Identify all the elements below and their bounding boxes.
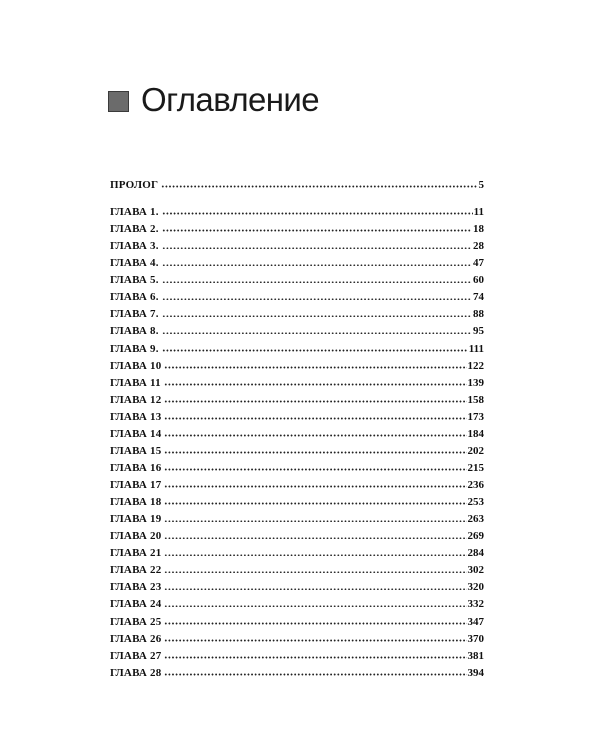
- dot-leader: [162, 297, 472, 300]
- toc-entry-chapter: [110, 545, 484, 562]
- toc-entry-chapter: [110, 221, 484, 238]
- toc-entry-label: ГЛАВА 4.: [110, 257, 159, 270]
- toc-entry-label: ГЛАВА 23: [110, 581, 162, 594]
- dot-leader: [164, 485, 466, 488]
- dot-leader: [162, 229, 472, 232]
- toc-entry-chapter: [110, 289, 484, 306]
- dot-leader: [164, 587, 466, 590]
- toc-entry-chapter: [110, 341, 484, 358]
- dot-leader: [162, 212, 473, 215]
- toc-entry-label: ПРОЛОГ: [110, 179, 159, 191]
- dot-leader: [164, 570, 466, 573]
- toc-entry-label: ГЛАВА 8.: [110, 325, 159, 338]
- toc-entry-chapter: [110, 358, 484, 375]
- dot-leader: [162, 280, 472, 283]
- toc-entry-label: ГЛАВА 7.: [110, 308, 159, 321]
- dot-leader: [162, 349, 468, 352]
- toc-entry-page: 173: [467, 410, 484, 423]
- dot-leader: [164, 434, 466, 437]
- toc-entry-chapter: [110, 238, 484, 255]
- toc-entry-chapter: [110, 665, 484, 682]
- toc-entry-label: ГЛАВА 16: [110, 461, 162, 474]
- dot-leader: [164, 451, 466, 454]
- toc-entry-label: ГЛАВА 27: [110, 649, 162, 662]
- toc-entry-label: ГЛАВА 19: [110, 513, 162, 526]
- toc-entry-chapter: [110, 648, 484, 665]
- dot-leader: [164, 383, 467, 386]
- toc-entry-page: 320: [467, 581, 484, 594]
- toc-entry-label: ГЛАВА 6.: [110, 291, 159, 304]
- dot-leader: [164, 417, 466, 420]
- toc-entry-label: ГЛАВА 12: [110, 393, 162, 406]
- toc-entry-chapter: [110, 375, 484, 392]
- dot-leader: [164, 519, 466, 522]
- toc-entry-chapter: [110, 409, 484, 426]
- toc-entry-chapter: [110, 528, 484, 545]
- toc-entry-chapter: [110, 614, 484, 631]
- toc-entry-label: ГЛАВА 3.: [110, 240, 159, 253]
- toc-entry-page: 88: [473, 308, 484, 321]
- page-title: Оглавление: [141, 81, 319, 118]
- toc-entry-label: ГЛАВА 21: [110, 547, 162, 560]
- toc-entry-label: ГЛАВА 13: [110, 410, 162, 423]
- toc-entry-label: ГЛАВА 25: [110, 615, 162, 628]
- dot-leader: [164, 673, 466, 676]
- toc-entry-label: ГЛАВА 9.: [110, 342, 159, 355]
- toc-entry-label: ГЛАВА 22: [110, 564, 162, 577]
- toc-entry-page: 5: [478, 179, 484, 191]
- dot-leader: [164, 604, 466, 607]
- toc-entry-prologue: [110, 177, 484, 194]
- toc-entry-label: ГЛАВА 14: [110, 427, 162, 440]
- page-title-block: [108, 80, 319, 120]
- dot-leader: [164, 656, 466, 659]
- toc-entry-page: 370: [467, 632, 484, 645]
- toc-entry-page: 18: [473, 223, 484, 236]
- toc-entry-page: 111: [468, 342, 484, 355]
- toc-entry-page: 347: [467, 615, 484, 628]
- toc-entry-chapter: [110, 204, 484, 221]
- toc-entry-page: 158: [467, 393, 484, 406]
- toc-entry-chapter: [110, 306, 484, 323]
- toc-entry-page: 47: [473, 257, 484, 270]
- dot-leader: [162, 331, 472, 334]
- toc-entry-page: 28: [473, 240, 484, 253]
- toc-entry-chapter: [110, 272, 484, 289]
- toc-entry-chapter: [110, 460, 484, 477]
- toc-entry-chapter: [110, 477, 484, 494]
- toc-entry-page: 95: [473, 325, 484, 338]
- toc-entry-label: ГЛАВА 5.: [110, 274, 159, 287]
- toc-entry-page: 381: [467, 649, 484, 662]
- toc-entry-page: 122: [467, 359, 484, 372]
- dot-leader: [162, 263, 472, 266]
- dot-leader: [164, 400, 466, 403]
- toc-entry-chapter: [110, 494, 484, 511]
- toc-entry-chapter: [110, 443, 484, 460]
- toc-entry-page: 184: [467, 427, 484, 440]
- toc-entry-page: 202: [467, 444, 484, 457]
- toc-entry-page: 215: [467, 461, 484, 474]
- dot-leader: [164, 366, 466, 369]
- toc-entry-chapter: [110, 562, 484, 579]
- dot-leader: [164, 553, 466, 556]
- toc-entry-chapter: [110, 392, 484, 409]
- dot-leader: [164, 468, 466, 471]
- toc-entry-label: ГЛАВА 18: [110, 496, 162, 509]
- dot-leader: [164, 622, 466, 625]
- toc-entry-page: 394: [467, 666, 484, 679]
- toc-entry-chapter: [110, 631, 484, 648]
- toc-entry-label: ГЛАВА 2.: [110, 223, 159, 236]
- dot-leader: [162, 246, 472, 249]
- toc-entry-page: 284: [467, 547, 484, 560]
- toc-entry-chapter: [110, 426, 484, 443]
- toc-entry-label: ГЛАВА 26: [110, 632, 162, 645]
- dot-leader: [164, 502, 466, 505]
- toc-entry-page: 253: [467, 496, 484, 509]
- toc-entry-page: 60: [473, 274, 484, 287]
- toc-entry-page: 263: [467, 513, 484, 526]
- toc-entry-chapter: [110, 511, 484, 528]
- dot-leader: [164, 639, 466, 642]
- toc-entry-label: ГЛАВА 17: [110, 479, 162, 491]
- toc-entry-page: 11: [473, 206, 484, 218]
- toc-entry-label: ГЛАВА 10: [110, 359, 162, 372]
- toc-entry-chapter: [110, 255, 484, 272]
- toc-entry-label: ГЛАВА 15: [110, 444, 162, 457]
- toc-entry-page: 74: [473, 291, 484, 304]
- toc-entry-page: 332: [467, 598, 484, 611]
- toc-entry-page: 139: [467, 376, 484, 389]
- dot-leader: [162, 314, 472, 317]
- toc-entry-page: 302: [467, 564, 484, 577]
- toc-entry-label: ГЛАВА 20: [110, 530, 162, 543]
- toc-chapter-list: [110, 204, 484, 682]
- toc-entry-label: ГЛАВА 24: [110, 598, 162, 611]
- toc-entry-chapter: [110, 596, 484, 613]
- toc-entry-chapter: [110, 579, 484, 596]
- toc-prologue-section: [110, 177, 484, 194]
- toc-entry-chapter: [110, 323, 484, 340]
- dot-leader: [164, 536, 466, 539]
- dot-leader: [161, 185, 477, 188]
- toc-entry-page: 236: [467, 479, 484, 491]
- toc-entry-page: 269: [467, 530, 484, 543]
- toc-entry-label: ГЛАВА 11: [110, 376, 161, 389]
- toc-entry-label: ГЛАВА 28: [110, 666, 162, 679]
- title-square-icon: [108, 91, 129, 112]
- toc-entry-label: ГЛАВА 1.: [110, 206, 159, 218]
